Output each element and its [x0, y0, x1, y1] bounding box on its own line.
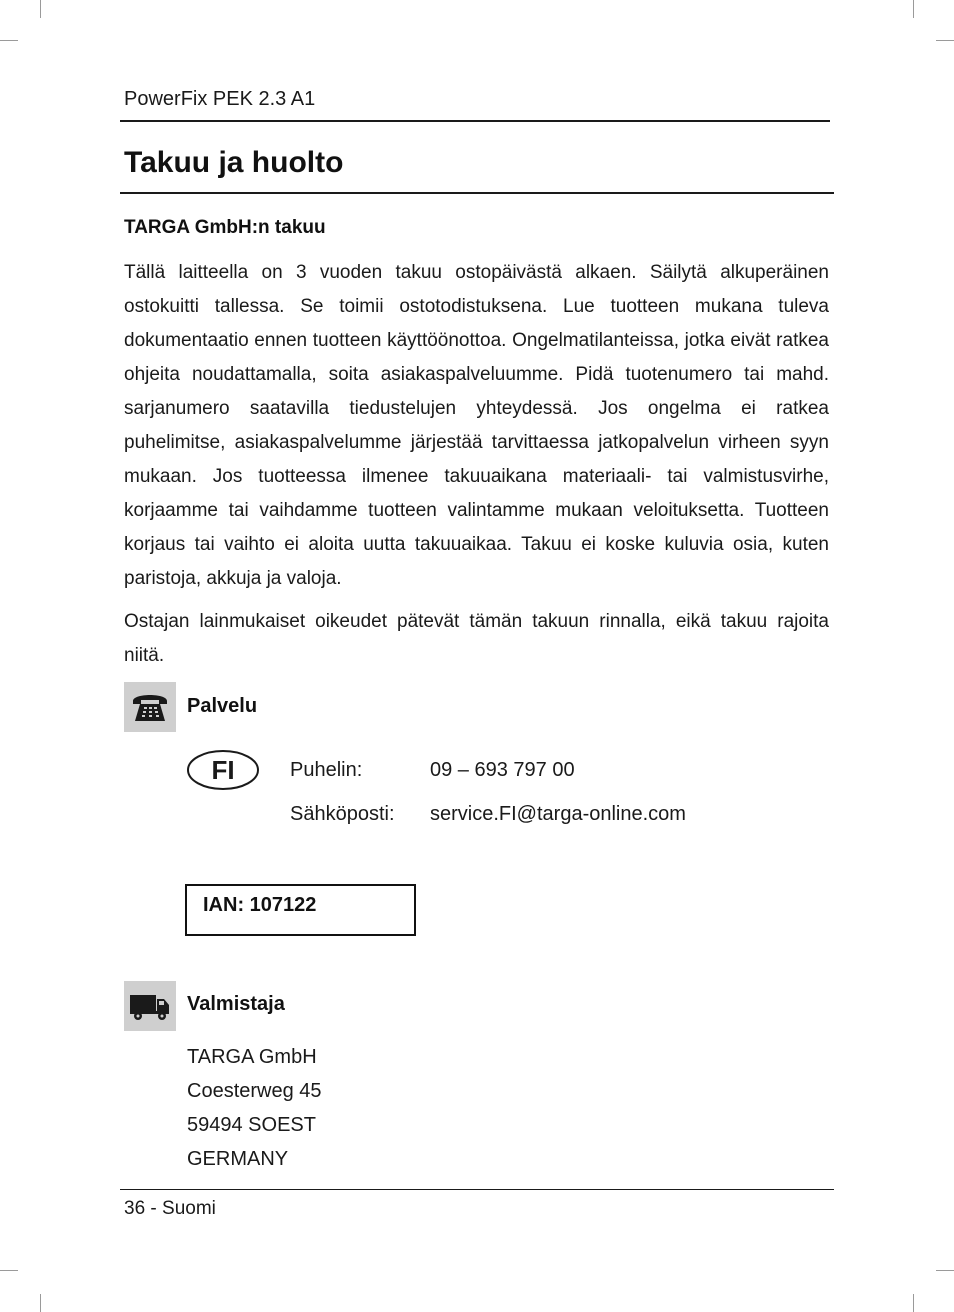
phone-number: 09 – 693 797 00 [430, 759, 575, 781]
crop-mark-left-top [0, 40, 18, 41]
warranty-paragraph: Tällä laitteella on 3 vuoden takuu ostopäivästä alkaen. Säilytä alkuperäinen ostokuitti tallessa. Se toimii ostotodistuksena. Lue tuotteen mukana tuleva dokumentaatio ennen tuotteen käyttöönottoa. Ongelmatilanteissa, jotka eivät ratkea ohjeita noudattamalla, soita asiakaspalveluumme. Pidä tuotenumero tai mahd. sarjanumero saatavilla tiedustelujen yhteydessä. Jos ongelma ei ratkea puhelimitse, asiakaspalvelumme järjestää tarvittaessa jatkopalvelun virheen syyn mukaan. Jos tuotteessa ilmenee takuuaikana materiaali- tai valmistusvirhe, korjaamme tai vaihdamme tuotteen valintamme mukaan veloituksetta. Tuotteen korjaus tai vaihto ei aloita uutta takuuaikaa. Takuu ei koske kuluvia osia, kuten paristoja, akkuja ja valoja. [124, 262, 829, 589]
crop-mark-top-right [913, 0, 914, 18]
running-header: PowerFix PEK 2.3 A1 [124, 88, 316, 110]
manufacturer-heading: Valmistaja [187, 993, 285, 1015]
footer-rule [120, 1189, 834, 1190]
email-address: service.FI@targa-online.com [430, 803, 686, 825]
manufacturer-name: TARGA GmbH [187, 1046, 317, 1068]
telephone-icon [124, 682, 176, 732]
title-rule [120, 192, 834, 194]
page-number: 36 - Suomi [124, 1198, 216, 1219]
crop-mark-right-bottom [936, 1270, 954, 1271]
crop-mark-bottom-left [40, 1294, 41, 1312]
page-title: Takuu ja huolto [124, 146, 344, 179]
crop-mark-right-top [936, 40, 954, 41]
manufacturer-country: GERMANY [187, 1148, 289, 1170]
service-heading: Palvelu [187, 695, 258, 717]
warranty-heading: TARGA GmbH:n takuu [124, 217, 326, 238]
manufacturer-city: 59494 SOEST [187, 1114, 316, 1136]
country-code-text: FI [211, 755, 235, 785]
email-label: Sähköposti: [290, 803, 395, 825]
phone-label: Puhelin: [290, 759, 363, 781]
ian-number: IAN: 107122 [203, 894, 317, 916]
legal-rights-paragraph: Ostajan lainmukaiset oikeudet pätevät tämän takuun rinnalla, eikä takuu rajoita niitä. [124, 611, 829, 666]
header-rule [120, 120, 830, 122]
crop-mark-top-left [40, 0, 41, 18]
crop-mark-bottom-right [913, 1294, 914, 1312]
ian-box [185, 884, 416, 936]
manufacturer-street: Coesterweg 45 [187, 1080, 322, 1102]
crop-mark-left-bottom [0, 1270, 18, 1271]
truck-icon [124, 981, 176, 1031]
country-code-badge [186, 749, 260, 791]
